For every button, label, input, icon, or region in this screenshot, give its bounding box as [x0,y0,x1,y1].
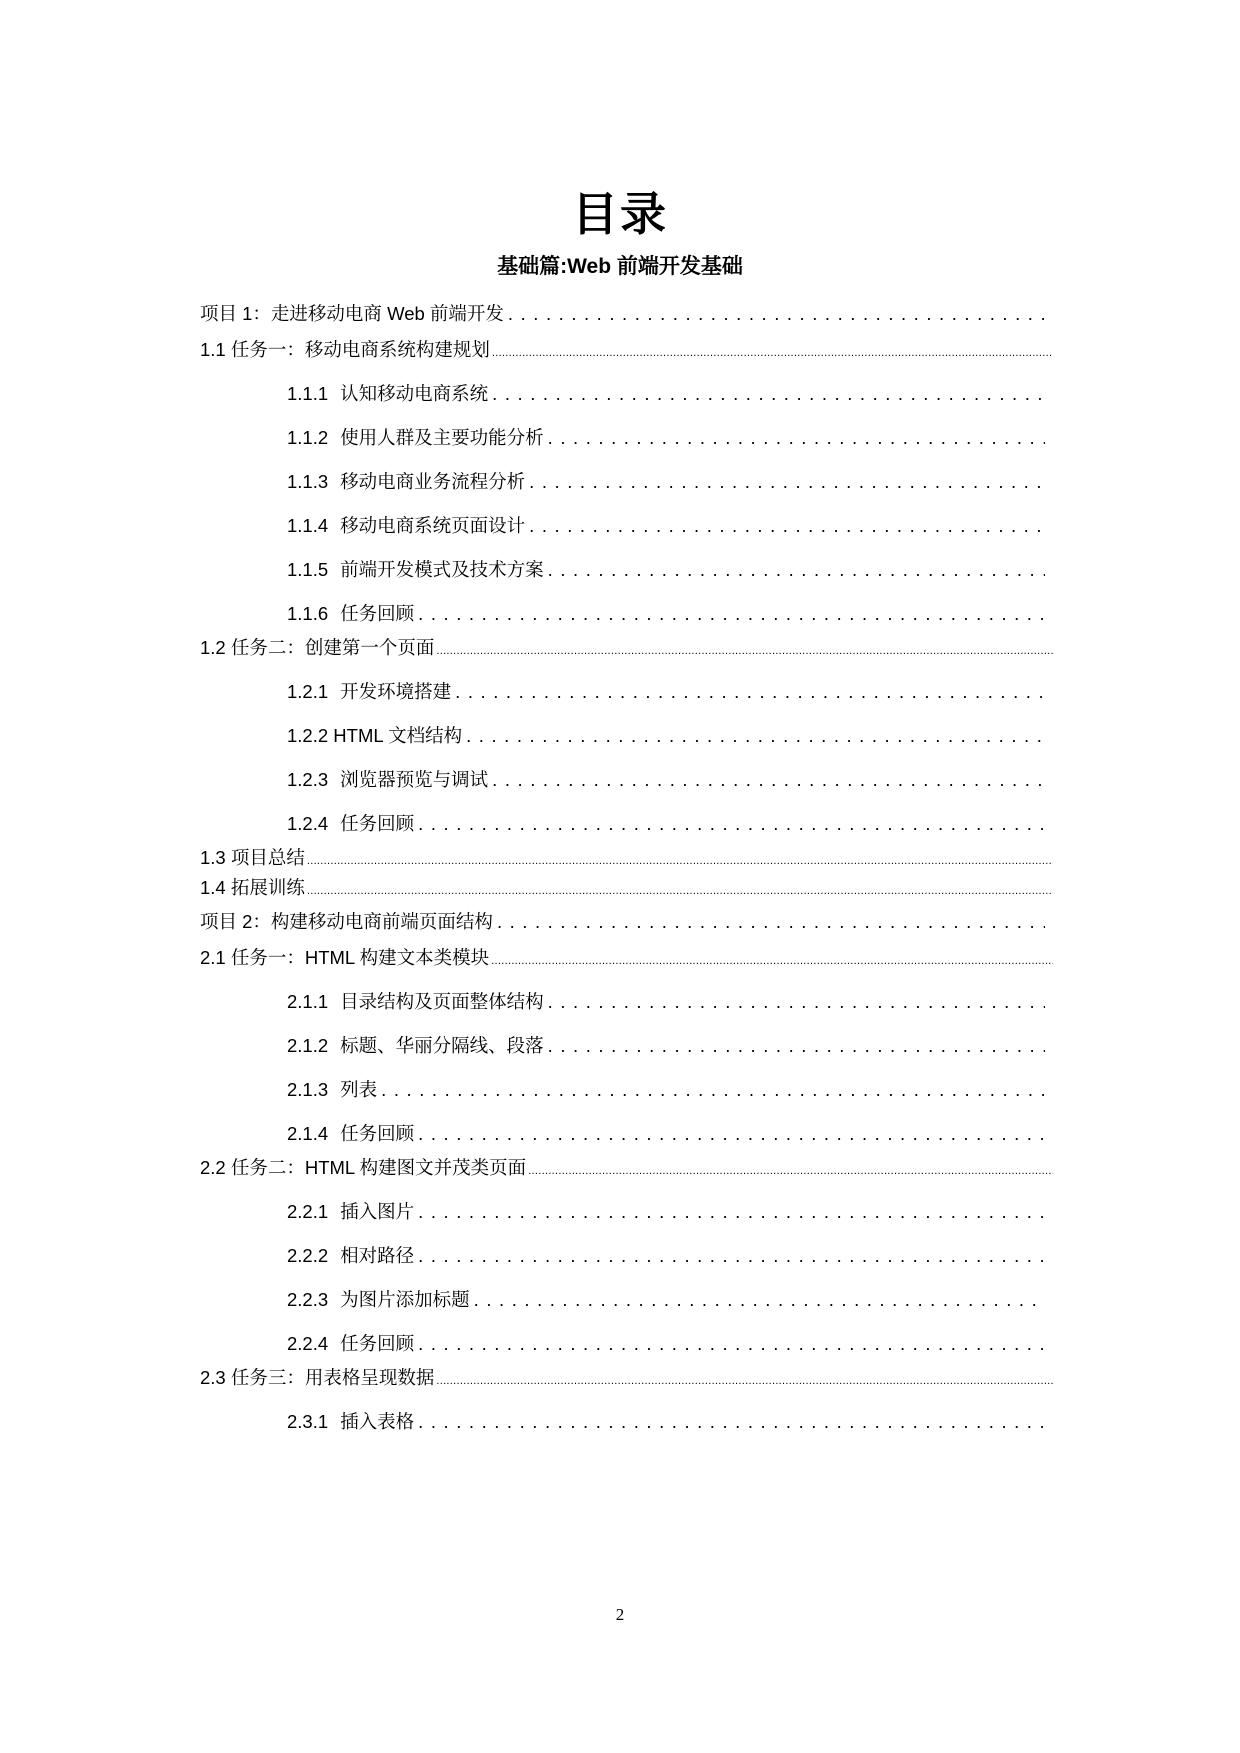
toc-dot-leader [436,636,1053,663]
toc-entry-text: 使用人群及主要功能分析 [340,427,544,448]
toc-entry[interactable] [287,558,1045,582]
toc-entry-text: 浏览器预览与调试 [340,769,489,790]
toc-dot-leader [492,768,1045,792]
toc-entry-text: 插入图片 [340,1201,415,1222]
toc-entry-number: 2.2.1 [287,1201,329,1222]
toc-entry[interactable] [200,338,1053,362]
toc-entry-text: 任务回顾 [340,1123,415,1144]
toc-entry[interactable] [287,1410,1045,1434]
toc-entry[interactable] [287,768,1045,792]
toc-entry-number: 1.1.2 [287,427,329,448]
toc-entry-number: 2.2.4 [287,1333,329,1354]
toc-entry-text: 2.1 任务一：HTML 构建文本类模块 [200,947,490,968]
toc-entry-text: 2.2 任务二：HTML 构建图文并茂类页面 [200,1157,527,1178]
toc-entry[interactable] [287,382,1045,406]
toc-dot-leader [491,946,1053,973]
toc-entry[interactable] [287,470,1045,494]
toc-dot-leader [492,382,1045,406]
toc-entry[interactable] [200,636,1053,660]
toc-dot-leader [436,1366,1053,1393]
toc-dot-leader [381,1078,1045,1102]
toc-entry[interactable] [287,990,1045,1014]
toc-dot-leader [548,558,1045,582]
toc-entry-number: 1.1.6 [287,603,329,624]
toc-entry-text: 1.3 项目总结 [200,847,305,868]
toc-entry-text: 前端开发模式及技术方案 [340,559,544,580]
toc-entry-number: 1.2.4 [287,813,329,834]
toc-dot-leader [492,338,1053,365]
toc-entry[interactable] [200,1366,1053,1390]
toc-dot-leader [474,1288,1045,1312]
toc-entry-number: 1.1.3 [287,471,329,492]
toc-entry[interactable] [200,876,1053,900]
toc-dot-leader [418,812,1045,836]
toc-dot-leader [497,910,1045,934]
toc-entry-text: 移动电商业务流程分析 [340,471,526,492]
toc-entry-number: 2.2.2 [287,1245,329,1266]
toc-entry-text: 1.4 拓展训练 [200,877,305,898]
toc-entry-text: 任务回顾 [340,813,415,834]
toc-entry-text: 标题、华丽分隔线、段落 [340,1035,544,1056]
toc-entry-number: 1.1.4 [287,515,329,536]
page-title: 目录 [572,188,668,240]
toc-dot-leader [455,680,1045,704]
toc-dot-leader [418,1244,1045,1268]
toc-entry-text: 为图片添加标题 [340,1289,470,1310]
toc-dot-leader [418,1332,1045,1356]
toc-dot-leader [307,876,1053,903]
toc-entry-text: 任务回顾 [340,1333,415,1354]
page-number: 2 [615,1605,625,1624]
toc-entry[interactable] [287,812,1045,836]
toc-entry[interactable] [287,1288,1045,1312]
toc-entry-number: 2.3.1 [287,1411,329,1432]
toc-dot-leader [528,1156,1053,1183]
toc-entry-text: 任务回顾 [340,603,415,624]
toc-entry-text: 移动电商系统页面设计 [340,515,526,536]
toc-entry[interactable] [200,302,1045,326]
toc-entry-text: 1.2 任务二：创建第一个页面 [200,637,435,658]
toc-entry[interactable] [287,426,1045,450]
toc-entry[interactable] [287,1122,1045,1146]
toc-dot-leader [529,470,1045,494]
toc-entry-number: 2.1.4 [287,1123,329,1144]
toc-dot-leader [548,426,1045,450]
toc-entry[interactable] [287,1078,1045,1102]
toc-entry[interactable] [287,1200,1045,1224]
toc-entry-text: 插入表格 [340,1411,415,1432]
toc-dot-leader [548,1034,1045,1058]
toc-entry[interactable] [287,1034,1045,1058]
toc-entry[interactable] [287,724,1045,748]
toc-entry-text: 项目 2：构建移动电商前端页面结构 [200,911,493,932]
toc-dot-leader [307,846,1053,873]
toc-entry[interactable] [287,1244,1045,1268]
toc-dot-leader [466,724,1045,748]
toc-entry-text: 2.3 任务三：用表格呈现数据 [200,1367,435,1388]
toc-entry[interactable] [200,946,1053,970]
toc-entry-number: 2.2.3 [287,1289,329,1310]
toc-entry-number: 1.1.5 [287,559,329,580]
toc-entry[interactable] [200,910,1045,934]
toc-entry-text: 目录结构及页面整体结构 [340,991,544,1012]
toc-dot-leader [418,1200,1045,1224]
toc-entry-number: 1.1.1 [287,383,329,404]
toc-entry-text: 1.1 任务一：移动电商系统构建规划 [200,339,490,360]
toc-entry-number: 1.2.1 [287,681,329,702]
toc-entry-number: 2.1.3 [287,1079,329,1100]
toc-dot-leader [548,990,1045,1014]
toc-dot-leader [418,602,1045,626]
toc-entry[interactable] [287,602,1045,626]
toc-dot-leader [508,302,1045,326]
toc-entry[interactable] [287,1332,1045,1356]
toc-entry-text: 1.2.2 HTML 文档结构 [287,725,463,746]
toc-entry-text: 项目 1：走进移动电商 Web 前端开发 [200,303,504,324]
toc-entry[interactable] [287,680,1045,704]
toc-entry-number: 1.2.3 [287,769,329,790]
toc-entry-text: 开发环境搭建 [340,681,452,702]
toc-entry[interactable] [200,1156,1053,1180]
toc-dot-leader [418,1410,1045,1434]
toc-dot-leader [418,1122,1045,1146]
section-subtitle: 基础篇:Web 前端开发基础 [497,255,743,278]
toc-entry-text: 认知移动电商系统 [340,383,489,404]
toc-entry[interactable] [287,514,1045,538]
toc-entry-number: 2.1.2 [287,1035,329,1056]
toc-entry-number: 2.1.1 [287,991,329,1012]
toc-entry-text: 相对路径 [340,1245,415,1266]
toc-entry[interactable] [200,846,1053,870]
toc-entry-text: 列表 [340,1079,378,1100]
toc-dot-leader [529,514,1045,538]
